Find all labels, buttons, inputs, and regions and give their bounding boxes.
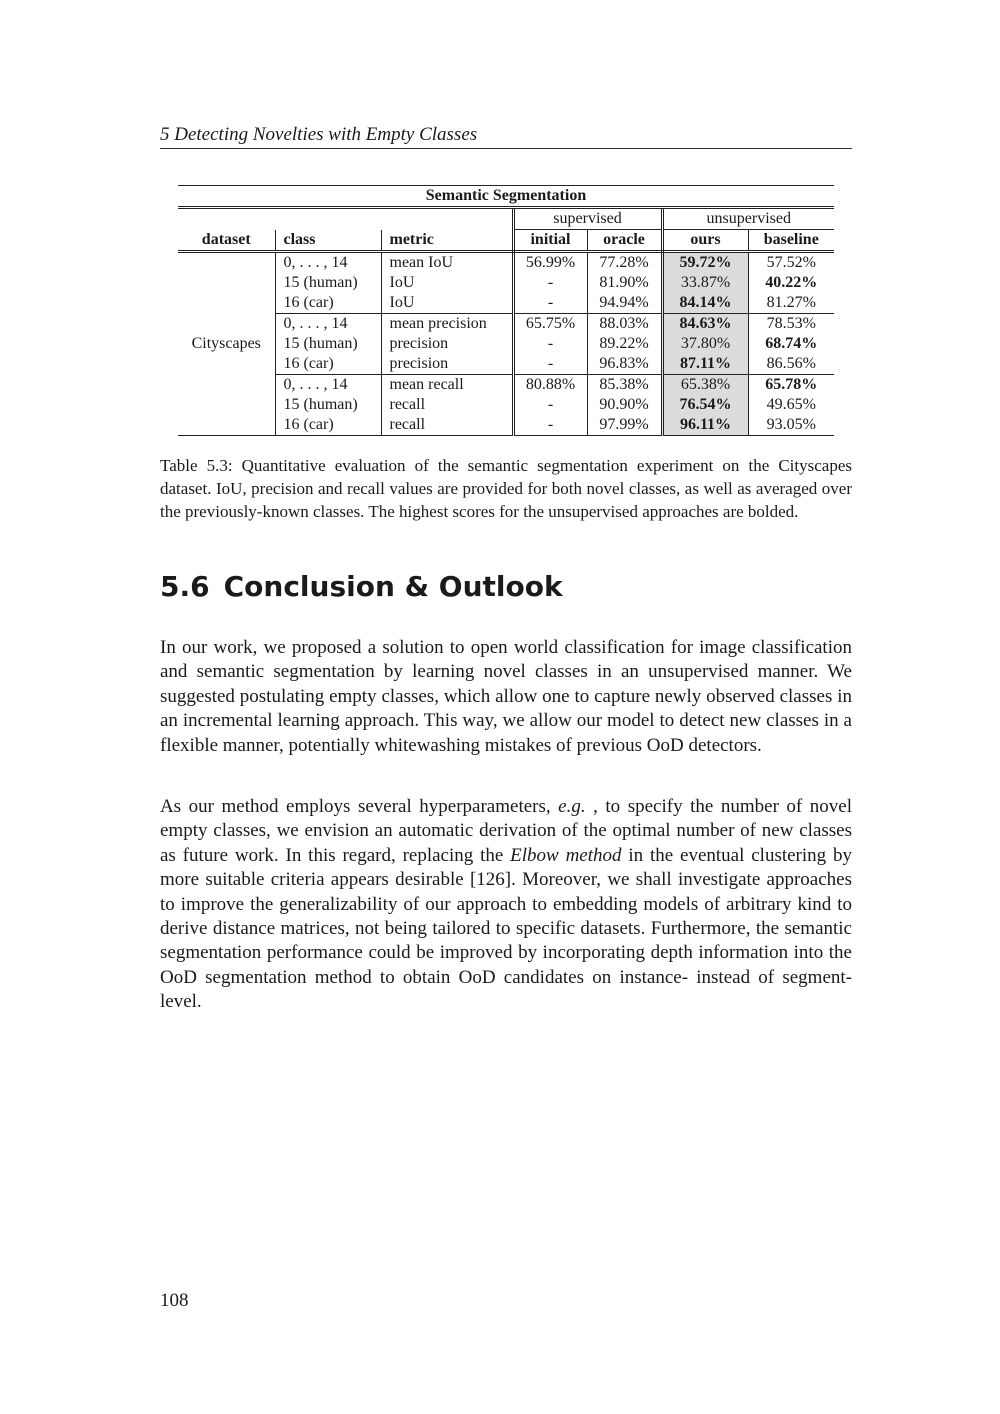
results-table-wrapper (178, 185, 834, 436)
class-cell: 16 (car) (275, 415, 381, 436)
class-cell: 0, . . . , 14 (275, 375, 381, 396)
paragraph-2-part-b: , to specify the number of novel empty classes, we envision an automatic derivation of the optimal number of new classes as future work. In this regard, replacing the (160, 796, 852, 866)
table-row (178, 415, 834, 436)
table-row (178, 334, 834, 354)
initial-cell: - (513, 293, 587, 314)
metric-cell: precision (381, 354, 513, 375)
running-header: 5 Detecting Novelties with Empty Classes (160, 124, 852, 149)
ours-cell: 65.38% (662, 375, 748, 396)
baseline-cell: 68.74% (765, 335, 818, 352)
table-title: Semantic Segmentation (178, 186, 834, 208)
column-header-dataset: dataset (178, 230, 275, 252)
initial-cell: 56.99% (513, 252, 587, 274)
table-row (178, 354, 834, 375)
baseline-cell: 81.27% (766, 294, 816, 311)
paragraph-2-elbow-method: Elbow method (510, 844, 622, 866)
metric-cell: precision (381, 334, 513, 354)
class-cell: 15 (human) (275, 334, 381, 354)
baseline-cell: 49.65% (766, 396, 816, 413)
metric-cell: recall (381, 415, 513, 436)
table-row (178, 395, 834, 415)
class-cell: 0, . . . , 14 (275, 314, 381, 335)
oracle-cell: 81.90% (587, 273, 662, 293)
ours-cell: 37.80% (662, 334, 748, 354)
oracle-cell: 89.22% (587, 334, 662, 354)
paragraph-2-eg: e.g. (558, 796, 586, 817)
oracle-cell: 97.99% (587, 415, 662, 436)
baseline-cell: 40.22% (765, 274, 818, 291)
oracle-cell: 88.03% (587, 314, 662, 335)
column-header-baseline: baseline (748, 230, 834, 252)
paragraph-2 (160, 795, 852, 1015)
ours-cell: 59.72% (662, 252, 748, 274)
initial-cell: - (513, 395, 587, 415)
class-cell: 15 (human) (275, 273, 381, 293)
column-header-metric: metric (381, 230, 513, 252)
group-header-unsupervised: unsupervised (662, 208, 834, 230)
initial-cell: - (513, 334, 587, 354)
column-header-ours: ours (662, 230, 748, 252)
table-row (178, 293, 834, 314)
ours-cell: 76.54% (662, 395, 748, 415)
baseline-cell: 57.52% (766, 254, 816, 271)
section-title: Conclusion & Outlook (223, 570, 563, 603)
metric-cell: mean precision (381, 314, 513, 335)
metric-cell: IoU (381, 293, 513, 314)
ours-cell: 87.11% (662, 354, 748, 375)
ours-cell: 84.63% (662, 314, 748, 335)
column-header-oracle: oracle (587, 230, 662, 252)
column-header-initial: initial (513, 230, 587, 252)
table-caption: Table 5.3: Quantitative evaluation of the semantic segmentation experiment on the Cityscapes dataset. IoU, precision and recall values are provided for both novel classes, as well as averaged over the previously-known classes. The highest scores for the unsupervised approaches are bolded. (160, 456, 852, 521)
oracle-cell: 96.83% (587, 354, 662, 375)
oracle-cell: 90.90% (587, 395, 662, 415)
oracle-cell: 77.28% (587, 252, 662, 274)
table-row (178, 314, 834, 335)
baseline-cell: 86.56% (766, 355, 816, 372)
ours-cell: 84.14% (662, 293, 748, 314)
dataset-cell: Cityscapes (178, 252, 275, 436)
baseline-cell: 93.05% (748, 415, 834, 436)
class-cell: 16 (car) (275, 293, 381, 314)
oracle-cell: 85.38% (587, 375, 662, 396)
table-row (178, 252, 834, 274)
table-row (178, 375, 834, 396)
oracle-cell: 94.94% (587, 293, 662, 314)
ours-cell: 96.11% (662, 415, 748, 436)
paragraph-2-part-a: As our method employs several hyperparameters, (160, 796, 559, 817)
class-cell: 0, . . . , 14 (275, 252, 381, 274)
metric-cell: mean recall (381, 375, 513, 396)
metric-cell: recall (381, 395, 513, 415)
paragraph-2-part-c: in the eventual clustering by more suitable criteria appears desirable [126]. Moreover, we shall investigate approaches to improve the generalizability of our approach to embedding models of arbitrary kind to derive distance matrices, not being tailored to specific datasets. Furthermore, the semantic segmentation performance could be improved by incorporating depth information into the OoD segmentation method to obtain OoD candidates on instance- instead of segment-level. (160, 844, 852, 1013)
metric-cell: mean IoU (381, 252, 513, 274)
section-number: 5.6 (160, 570, 210, 603)
group-header-supervised: supervised (513, 208, 662, 230)
initial-cell: 65.75% (513, 314, 587, 335)
paragraph-1: In our work, we proposed a solution to open world classification for image classification and semantic segmentation by learning novel classes in an unsupervised manner. We suggested postulating empty classes, which allow one to capture newly observed classes in an incremental learning approach. This way, we allow our model to detect new classes in a flexible manner, potentially whitewashing mistakes of previous OoD detectors. (160, 637, 852, 756)
baseline-cell: 65.78% (748, 375, 834, 396)
section-heading (160, 570, 852, 603)
column-header-class: class (275, 230, 381, 252)
initial-cell: - (513, 415, 587, 436)
table-row (178, 273, 834, 293)
table-body (178, 252, 834, 436)
initial-cell: 80.88% (513, 375, 587, 396)
metric-cell: IoU (381, 273, 513, 293)
class-cell: 15 (human) (275, 395, 381, 415)
initial-cell: - (513, 273, 587, 293)
class-cell: 16 (car) (275, 354, 381, 375)
baseline-cell: 78.53% (748, 314, 834, 335)
ours-cell: 33.87% (662, 273, 748, 293)
page-number: 108 (160, 1290, 189, 1311)
results-table (178, 185, 834, 436)
initial-cell: - (513, 354, 587, 375)
